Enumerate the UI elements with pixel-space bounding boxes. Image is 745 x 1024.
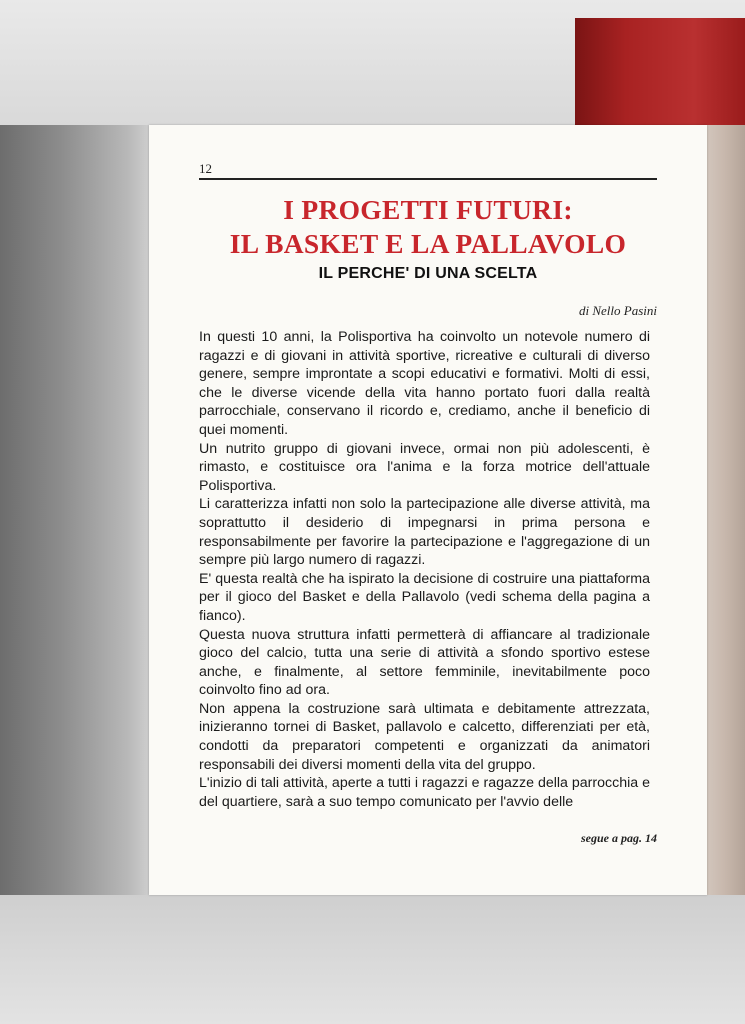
title-line-1: I PROGETTI FUTURI: — [283, 194, 573, 225]
page-number: 12 — [199, 161, 212, 176]
paragraph: Un nutrito gruppo di giovani invece, ormai non più adolescenti, è rimasto, e costituisce ora l'anima e la forza motrice dell'attuale Polisportiva. — [199, 440, 650, 494]
title-line-2: IL BASKET E LA PALLAVOLO — [229, 228, 627, 259]
article-subtitle: IL PERCHE' DI UNA SCELTA — [318, 265, 538, 282]
continued-note: segue a pag. 14 — [581, 831, 657, 845]
paragraph: Li caratterizza infatti non solo la partecipazione alle diverse attività, ma soprattutto il desiderio di impegnarsi in prima persona e responsabilmente per favorire la partecipazione e l'aggregazione di un sempre più largo numero di ragazzi. — [199, 496, 650, 569]
scanner-background-bottom — [0, 895, 745, 1024]
booklet-page — [149, 125, 707, 895]
paragraph: Non appena la costruzione sarà ultimata e debitamente attrezzata, inizieranno tornei di Basket, pallavolo e calcetto, differenziati per età, condotti da preparatori competenti e organizzati da animatori responsabili dei diversi momenti della vita del gruppo. — [199, 700, 650, 773]
book-cover-side — [703, 125, 745, 895]
paragraph: Questa nuova struttura infatti permetterà di affiancare al tradizionale gioco del calcio, tutta una serie di attività a sfondo sportivo estese anche, e finalmente, al settore femminile, inevitabilmente poco coinvolto fino ad ora. — [199, 626, 650, 699]
author-byline: di Nello Pasini — [579, 303, 657, 318]
header-rule — [199, 178, 657, 180]
article-body — [199, 328, 650, 811]
paragraph: L'inizio di tali attività, aperte a tutti i ragazzi e ragazze della parrocchia e del quartiere, sarà a suo tempo comunicato per l'avvio delle — [199, 775, 650, 810]
paragraph: In questi 10 anni, la Polisportiva ha coinvolto un notevole numero di ragazzi e di giovani in attività sportive, ricreative e culturali di diverso genere, sempre improntate a scopi educativi e formativi. Molti di essi, che le diverse vicende della vita hanno portato fuori dalla realtà parrocchiale, conservano il ricordo e, crediamo, anche il beneficio di quei momenti. — [199, 329, 650, 438]
scan-shadow — [0, 125, 150, 905]
paragraph: E' questa realtà che ha ispirato la decisione di costruire una piattaforma per il gioco del Basket e della Pallavolo (vedi schema della pagina a fianco). — [199, 570, 650, 624]
article-title — [189, 193, 667, 261]
book-cover-edge — [575, 18, 745, 128]
